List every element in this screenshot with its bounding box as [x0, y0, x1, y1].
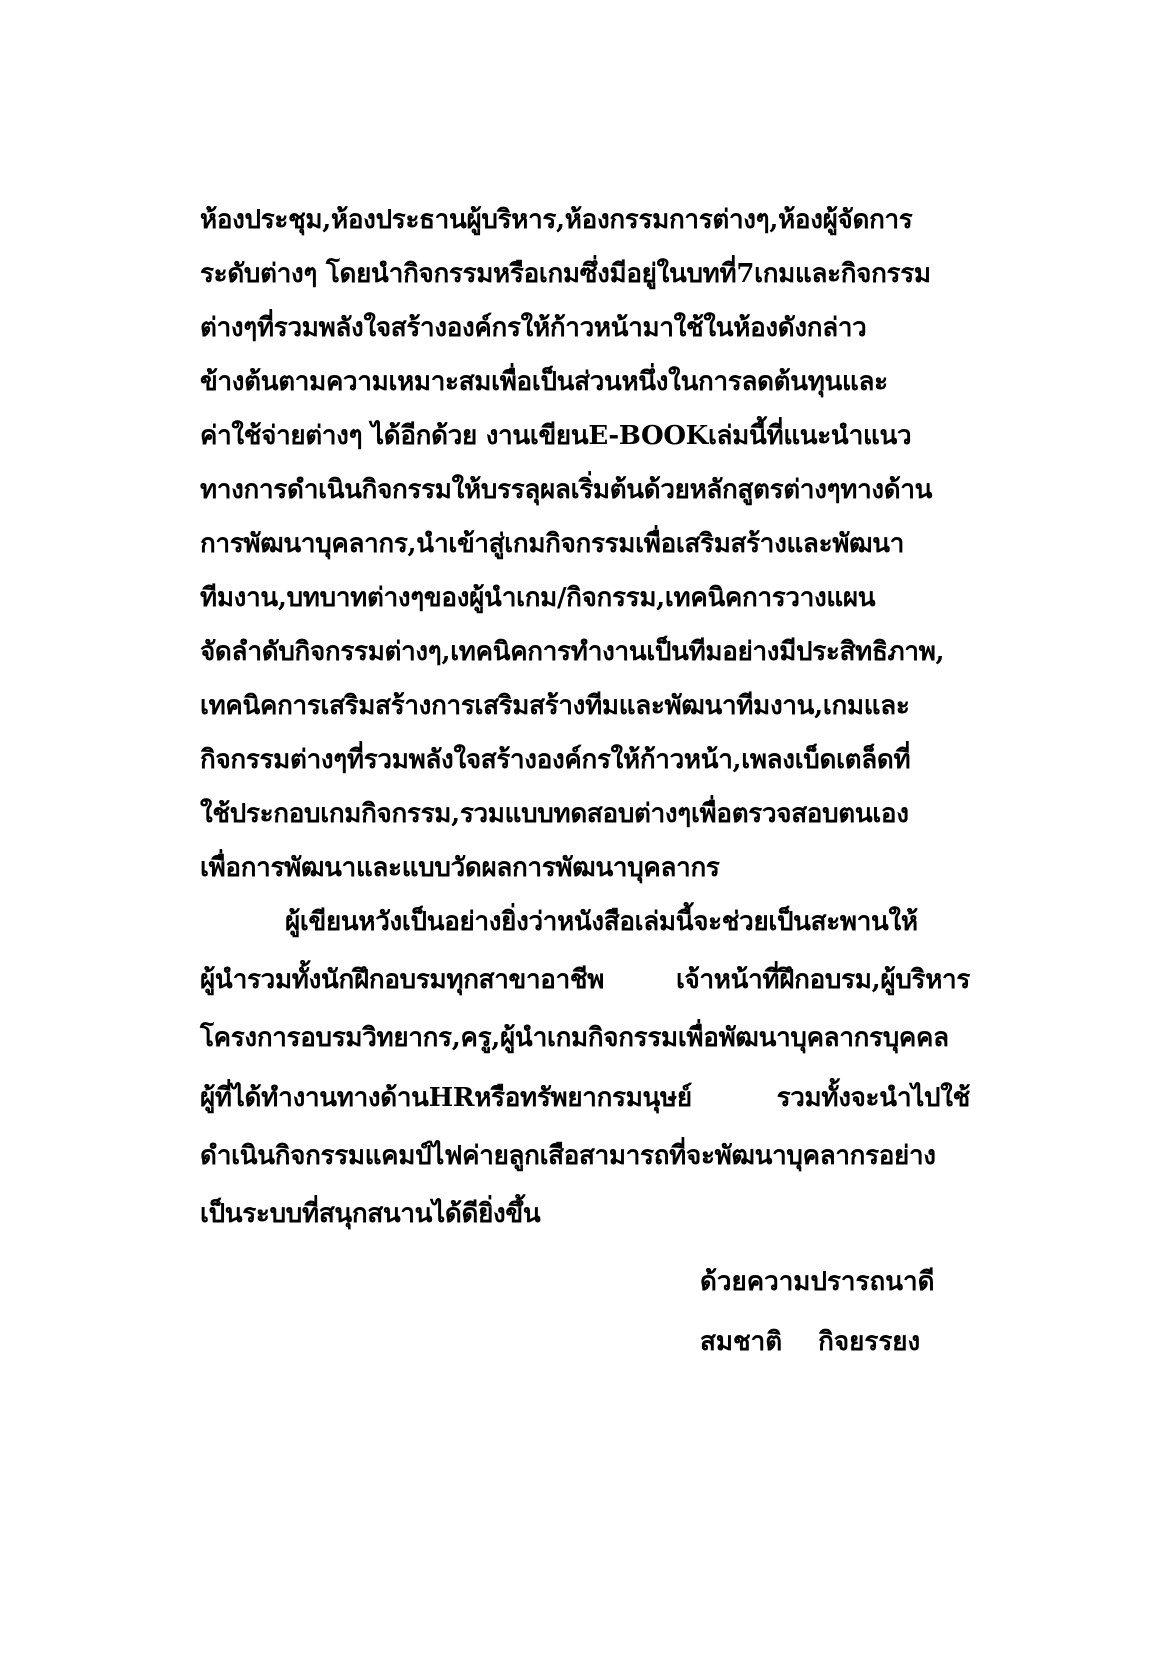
paragraph-line: ใช้ประกอบเกมกิจกรรม,รวมแบบทดสอบต่างๆเพื่อตรวจสอบตนเอง: [200, 799, 909, 829]
paragraph-line: ทีมงาน,บทบาทต่างๆของผู้นำเกม/กิจกรรม,เทคนิคการวางแผน: [200, 583, 876, 613]
author-last-name: กิจยรรยง: [818, 1327, 921, 1357]
paragraph-line: จัดลำดับกิจกรรมต่างๆ,เทคนิคการทำงานเป็นทีมอย่างมีประสิทธิภาพ,: [200, 637, 945, 667]
author-first-name: สมชาติ: [700, 1327, 783, 1357]
paragraph-line: ค่าใช้จ่ายต่างๆ ได้อีกด้วย งานเขียนE-BOOKเล่มนี้ที่แนะนำแนว: [200, 421, 912, 451]
paragraph-line: เพื่อการพัฒนาและแบบวัดผลการพัฒนาบุคลากร: [200, 853, 720, 883]
paragraph-segment: รวมทั้งจะนำไปใช้: [776, 1083, 970, 1113]
paragraph-line: ห้องประชุม,ห้องประธานผู้บริหาร,ห้องกรรมการต่างๆ,ห้องผู้จัดการ: [200, 205, 913, 235]
paragraph-line: เทคนิคการเสริมสร้างการเสริมสร้างทีมและพัฒนาทีมงาน,เกมและ: [200, 691, 910, 721]
paragraph-line: โครงการอบรมวิทยากร,ครู,ผู้นำเกมกิจกรรมเพื่อพัฒนาบุคลากรบุคคล: [200, 1023, 949, 1053]
closing-salutation: ด้วยความปรารถนาดี: [700, 1267, 935, 1297]
paragraph-line: เป็นระบบที่สนุกสนานได้ดียิ่งขึ้น: [200, 1199, 541, 1229]
paragraph-line: ทางการดำเนินกิจกรรมให้บรรลุผลเริ่มต้นด้วยหลักสูตรต่างๆทางด้าน: [200, 475, 933, 505]
paragraph-line-indented: ผู้เขียนหวังเป็นอย่างยิ่งว่าหนังสือเล่มนี้จะช่วยเป็นสะพานให้: [285, 907, 918, 937]
paragraph-segment: เจ้าหน้าที่ฝึกอบรม,ผู้บริหาร: [675, 965, 970, 995]
paragraph-line: ข้างต้นตามความเหมาะสมเพื่อเป็นส่วนหนึ่งในการลดต้นทุนและ: [200, 367, 888, 397]
paragraph-segment: ผู้ที่ได้ทำงานทางด้านHRหรือทรัพยากรมนุษย์: [200, 1083, 692, 1113]
author-signature: [700, 1326, 920, 1358]
paragraph-line-spaced: [200, 964, 970, 996]
paragraph-line: ดำเนินกิจกรรมแคมป์ไฟค่ายลูกเสือสามารถที่จะพัฒนาบุคลากรอย่าง: [200, 1141, 936, 1171]
paragraph-line: กิจกรรมต่างๆที่รวมพลังใจสร้างองค์กรให้ก้าวหน้า,เพลงเบ็ดเตล็ดที่: [200, 745, 911, 775]
paragraph-segment: ผู้นำรวมทั้งนักฝึกอบรมทุกสาขาอาชีพ: [200, 965, 605, 995]
paragraph-line-spaced: [200, 1082, 970, 1114]
paragraph-line: การพัฒนาบุคลากร,นำเข้าสู่เกมกิจกรรมเพื่อเสริมสร้างและพัฒนา: [200, 529, 905, 559]
paragraph-line: ต่างๆที่รวมพลังใจสร้างองค์กรให้ก้าวหน้ามาใช้ในห้องดังกล่าว: [200, 313, 867, 343]
paragraph-line: ระดับต่างๆ โดยนำกิจกรรมหรือเกมซึ่งมีอยู่ในบทที่7เกมและกิจกรรม: [200, 259, 931, 289]
